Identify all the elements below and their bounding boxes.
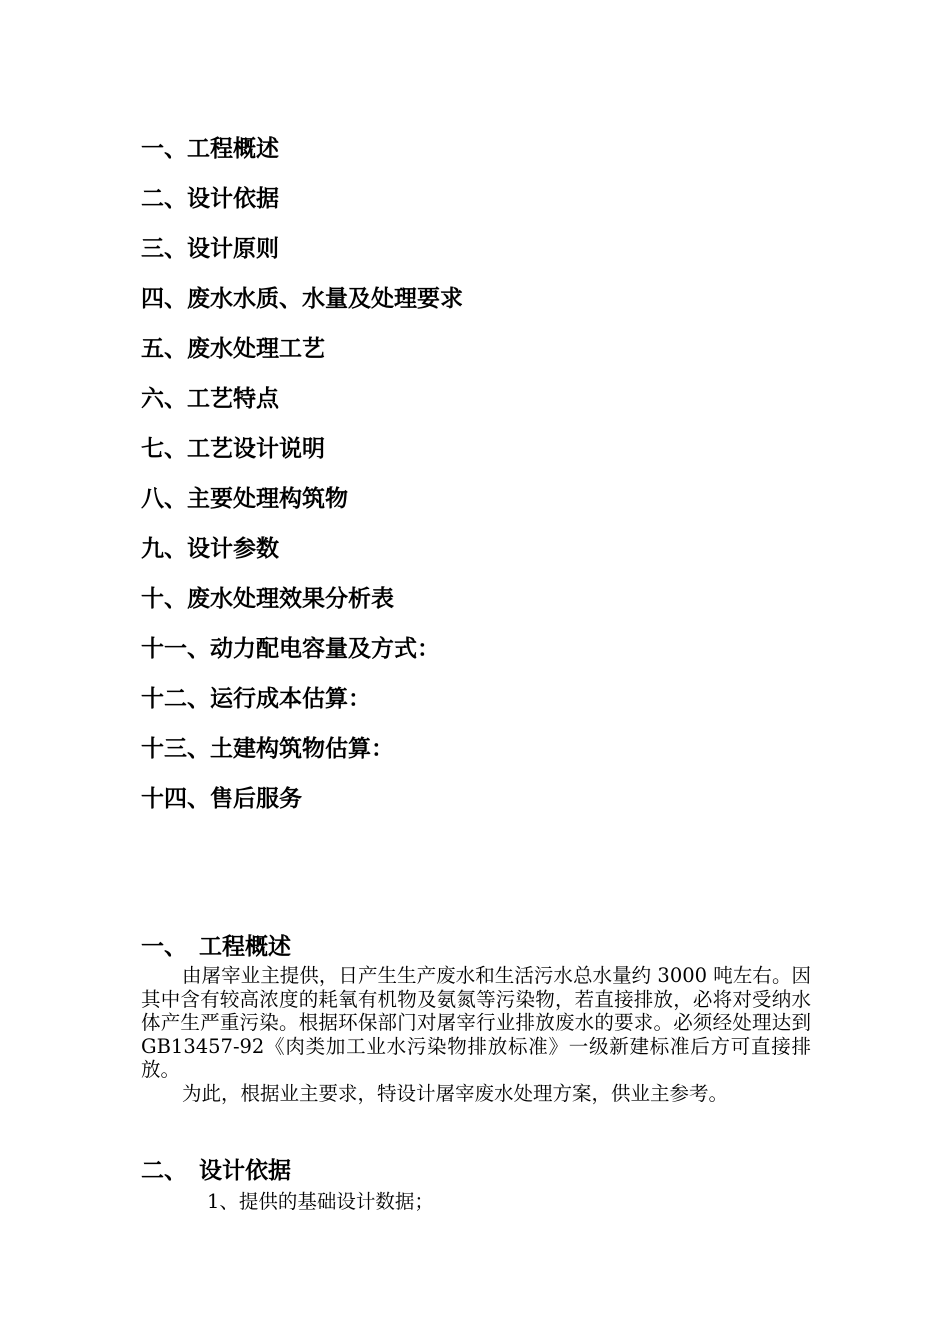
toc-item: 十一、动力配电容量及方式： bbox=[141, 636, 440, 662]
body-paragraph: 为此，根据业主要求，特设计屠宰废水处理方案，供业主参考。 bbox=[182, 1081, 729, 1105]
toc-item: 十、废水处理效果分析表 bbox=[141, 586, 394, 612]
toc-item: 五、废水处理工艺 bbox=[141, 336, 325, 362]
toc-item: 三、设计原则 bbox=[141, 236, 279, 262]
section-design-basis bbox=[141, 1154, 811, 1216]
toc-item: 十三、土建构筑物估算： bbox=[141, 736, 394, 762]
toc-item: 四、废水水质、水量及处理要求 bbox=[141, 286, 463, 312]
toc-item: 八、主要处理构筑物 bbox=[141, 486, 348, 512]
section-number: 一、 bbox=[141, 934, 187, 960]
section-title: 设计依据 bbox=[199, 1158, 291, 1184]
toc-item: 七、工艺设计说明 bbox=[141, 436, 325, 462]
toc-item: 九、设计参数 bbox=[141, 536, 279, 562]
body-paragraph: 由屠宰业主提供，日产生生产废水和生活污水总水量约 3000 吨左右。因其中含有较高浓度的耗氧有机物及氨氮等污染物，若直接排放，必将对受纳水体产生严重污染。根据环保部门对屠宰行业排放废水的要求。必须经处理达到 GB13457-92《肉类加工业水污染物排放标准》一级新建标准后方可直接排放。 bbox=[141, 964, 811, 1081]
section-title: 工程概述 bbox=[199, 934, 291, 960]
section-project-overview bbox=[141, 930, 811, 1105]
toc-item: 一、工程概述 bbox=[141, 136, 279, 162]
toc-item: 十二、运行成本估算： bbox=[141, 686, 371, 712]
section-number: 二、 bbox=[141, 1158, 187, 1184]
list-item: 1、提供的基础设计数据； bbox=[207, 1190, 434, 1213]
section-heading bbox=[141, 930, 811, 964]
toc-item: 六、工艺特点 bbox=[141, 386, 279, 412]
section-heading bbox=[141, 1154, 811, 1188]
table-of-contents bbox=[141, 130, 841, 830]
toc-item: 十四、售后服务 bbox=[141, 786, 302, 812]
toc-item: 二、设计依据 bbox=[141, 186, 279, 212]
